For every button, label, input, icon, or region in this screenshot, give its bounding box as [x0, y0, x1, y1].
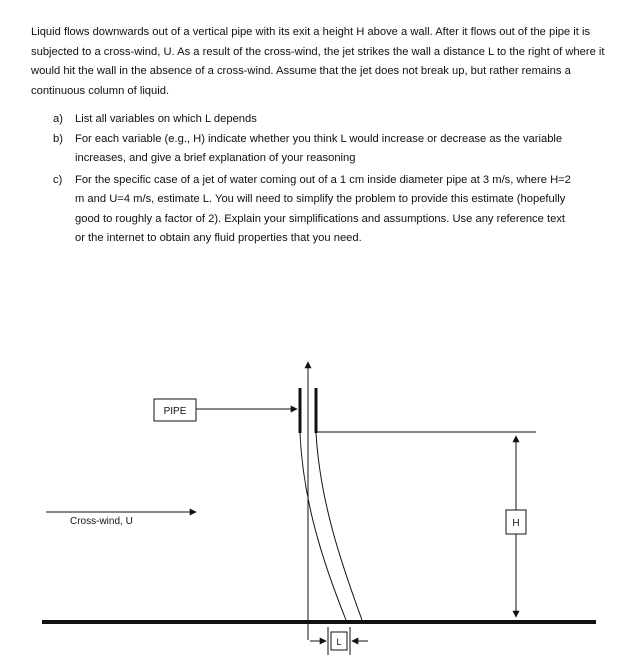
- question-marker: c): [53, 173, 63, 186]
- wall: [42, 620, 596, 624]
- jet-left-edge: [300, 433, 346, 620]
- question-marker: b): [53, 132, 63, 145]
- distance-label: L: [336, 637, 342, 647]
- crosswind-label: Cross-wind, U: [70, 516, 133, 527]
- height-label: H: [512, 518, 520, 529]
- question-marker: a): [53, 113, 63, 125]
- jet-right-edge: [316, 433, 362, 620]
- problem-statement: Liquid flows downwards out of a vertical pipe with its exit a height H above a wall. After it flows out of the pipe it is subjected to a cross-wind, U. As a result of the cross-wind, the jet strikes the wall a distance L to the right of where it would hit the wall in the absence of a cross-wind. Assume that the jet does not break up, but rather remains a continuous column of liquid.: [31, 26, 605, 97]
- question-text: For each variable (e.g., H) indicate whether you think L would increase or decrease as the variable increases, and give a brief explanation of your reasoning: [75, 132, 563, 164]
- pipe-label: PIPE: [163, 406, 187, 417]
- question-text: List all variables on which L depends: [75, 113, 257, 125]
- question-text: For the specific case of a jet of water coming out of a 1 cm inside diameter pipe at 3 m/s, where H=2 m and U=4 m/s, estimate L. You will need to simplify the problem to provide this estimate (hopefully good to roughly a factor of 2). Explain your simplifications and assumptions. Use any reference text or the internet to obtain any fluid properties that you need.: [75, 173, 571, 244]
